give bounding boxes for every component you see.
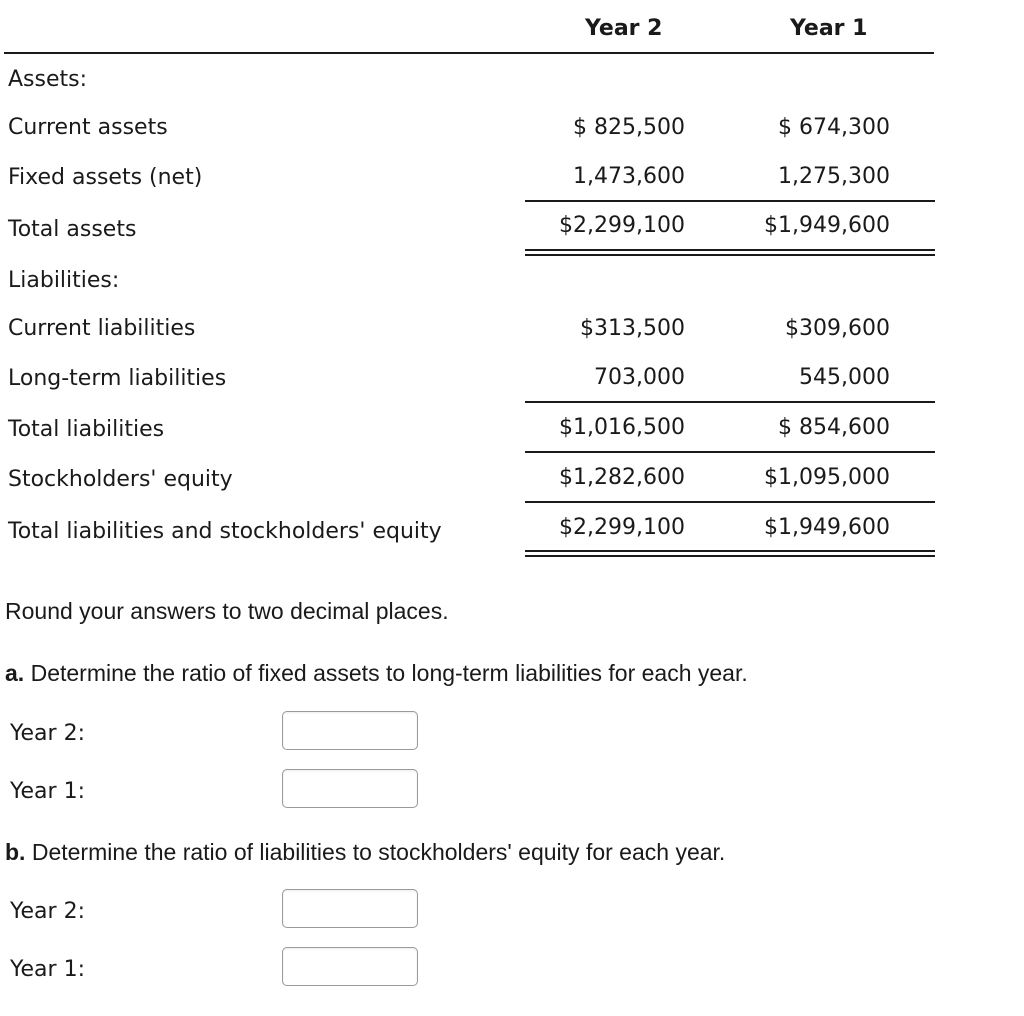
cell-stockholders-equity-year-1: $1,095,000 (764, 465, 890, 490)
row-label-assets-heading: Assets: (8, 67, 88, 92)
subtotal-rule-liabilities (525, 401, 935, 403)
column-header-year-2: Year 2 (585, 16, 663, 41)
question-a-year-2-label: Year 2: (10, 721, 85, 746)
question-a-letter: a. (5, 660, 25, 686)
row-label-current-assets: Current assets (8, 115, 168, 140)
question-a-year-2-input[interactable] (282, 711, 418, 750)
question-a-year-1-input[interactable] (282, 769, 418, 808)
rule-total-liabilities (525, 451, 935, 453)
header-rule (4, 52, 934, 54)
question-b-year-2-input[interactable] (282, 889, 418, 928)
cell-total-liabilities-and-equity-year-1: $1,949,600 (764, 515, 890, 540)
question-b-letter: b. (5, 839, 26, 865)
question-b-year-1-label: Year 1: (10, 957, 85, 982)
cell-total-assets-year-1: $1,949,600 (764, 213, 890, 238)
cell-total-liabilities-and-equity-year-2: $2,299,100 (559, 515, 685, 540)
row-label-total-liabilities-and-equity: Total liabilities and stockholders' equity (8, 519, 442, 544)
cell-stockholders-equity-year-2: $1,282,600 (559, 465, 685, 490)
subtotal-rule-equity (525, 501, 935, 503)
cell-current-assets-year-1: $ 674,300 (778, 115, 890, 140)
question-a (5, 659, 748, 687)
row-label-total-assets: Total assets (8, 217, 137, 242)
cell-fixed-assets-year-2: 1,473,600 (573, 164, 685, 189)
subtotal-rule-assets (525, 200, 935, 202)
double-rule-total-assets (525, 249, 935, 256)
cell-long-term-liabilities-year-2: 703,000 (594, 365, 685, 390)
question-a-year-1-label: Year 1: (10, 779, 85, 804)
question-b-text: Determine the ratio of liabilities to stockholders' equity for each year. (31, 839, 726, 865)
row-label-long-term-liabilities: Long-term liabilities (8, 366, 227, 391)
row-label-total-liabilities: Total liabilities (8, 417, 165, 442)
row-label-fixed-assets: Fixed assets (net) (8, 165, 203, 190)
question-a-text: Determine the ratio of fixed assets to long-term liabilities for each year. (30, 660, 748, 686)
cell-current-liabilities-year-2: $313,500 (580, 316, 685, 341)
cell-fixed-assets-year-1: 1,275,300 (778, 164, 890, 189)
question-b-year-1-input[interactable] (282, 947, 418, 986)
cell-total-liabilities-year-1: $ 854,600 (778, 415, 890, 440)
cell-long-term-liabilities-year-1: 545,000 (799, 365, 890, 390)
cell-current-assets-year-2: $ 825,500 (573, 115, 685, 140)
double-rule-total-liabilities-and-equity (525, 550, 935, 557)
cell-total-liabilities-year-2: $1,016,500 (559, 415, 685, 440)
question-b-year-2-label: Year 2: (10, 899, 85, 924)
column-header-year-1: Year 1 (790, 16, 868, 41)
row-label-current-liabilities: Current liabilities (8, 316, 196, 341)
row-label-stockholders-equity: Stockholders' equity (8, 467, 233, 492)
cell-total-assets-year-2: $2,299,100 (559, 213, 685, 238)
instructions-text: Round your answers to two decimal places. (5, 598, 449, 624)
cell-current-liabilities-year-1: $309,600 (785, 316, 890, 341)
question-b (5, 838, 725, 866)
row-label-liabilities-heading: Liabilities: (8, 268, 120, 293)
